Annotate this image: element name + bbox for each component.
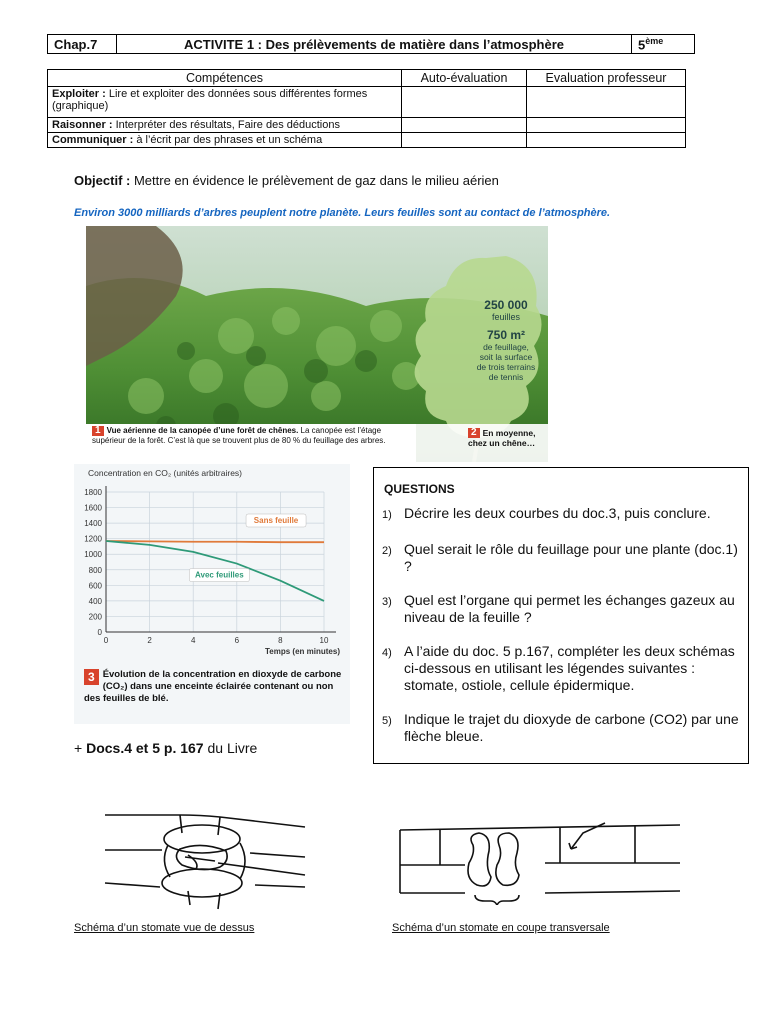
question-item: 5) Indique le trajet du dioxyde de carbone (CO2) par une flèche bleue. (382, 711, 739, 744)
y-tick-label: 800 (88, 565, 102, 575)
questions-title: QUESTIONS (384, 482, 455, 496)
doc1-badge: 1 (92, 426, 104, 436)
competences-header: Compétences (48, 70, 402, 87)
teacher-eval-header: Evaluation professeur (527, 70, 686, 87)
chapter-label: Chap.7 (48, 35, 117, 54)
series-label: Avec feuilles (195, 570, 244, 580)
y-tick-label: 1400 (84, 519, 102, 529)
grade-label: 5ème (632, 35, 695, 54)
competence-row: Communiquer : à l’écrit par des phrases et un schéma (48, 133, 686, 148)
y-tick-label: 1000 (84, 550, 102, 560)
x-tick-label: 0 (103, 636, 109, 645)
doc3-badge: 3 (84, 669, 99, 685)
x-tick-label: 4 (190, 636, 196, 645)
teacher-eval-cell[interactable] (527, 133, 686, 148)
question-item: 4) A l’aide du doc. 5 p.167, compléter les deux schémas ci-dessous en utilisant les légendes suivantes : stomate, ostiole, cellule épidermique. (382, 643, 735, 693)
doc1-caption: 1 Vue aérienne de la canopée d’une forêt de chênes. La canopée est l’étage supérieur de la forêt. C’est là que se trouvent plus de 80 % du feuillage des arbres. (92, 425, 386, 445)
x-axis-label: Temps (en minutes) (265, 647, 340, 656)
x-tick-label: 2 (147, 636, 152, 645)
intro-text: Environ 3000 milliards d’arbres peuplent notre planète. Leurs feuilles sont au contact de l’atmosphère. (74, 207, 611, 219)
y-tick-label: 1800 (84, 488, 102, 497)
competences-table (47, 69, 686, 148)
question-item: 1) Décrire les deux courbes du doc.3, puis conclure. (382, 505, 711, 521)
y-tick-label: 1600 (84, 503, 102, 513)
y-tick-label: 1200 (84, 534, 102, 544)
teacher-eval-cell[interactable] (527, 87, 686, 118)
y-tick-label: 0 (97, 628, 102, 637)
forest-photo (86, 226, 548, 462)
stomate-cross-section-schema (395, 805, 685, 905)
series-label: Sans feuille (253, 516, 299, 525)
series-line (106, 541, 324, 542)
y-tick-label: 600 (88, 581, 102, 591)
doc3-chart-panel (74, 464, 350, 724)
stomate-cross-section-caption: Schéma d’un stomate en coupe transversale (392, 922, 610, 934)
x-tick-label: 8 (278, 636, 283, 645)
teacher-eval-cell[interactable] (527, 118, 686, 133)
stomate-top-view-schema (100, 805, 310, 915)
page-title: ACTIVITE 1 : Des prélèvements de matière dans l’atmosphère (117, 35, 632, 54)
self-eval-cell[interactable] (402, 133, 527, 148)
y-tick-label: 400 (88, 596, 102, 606)
doc2-caption: 2 En moyenne, chez un chêne… (468, 427, 536, 448)
co2-chart (74, 464, 350, 664)
x-tick-label: 10 (319, 636, 329, 645)
competence-row: Exploiter : Lire et exploiter des données sous différentes formes (graphique) (48, 87, 686, 118)
y-axis-label: Concentration en CO₂ (unités arbitraires) (88, 468, 243, 478)
question-item: 2) Quel serait le rôle du feuillage pour une plante (doc.1) ? (382, 541, 738, 574)
doc2-leaf-text: 250 000 feuilles 750 m² de feuillage, soit la surface de trois terrains de tennis (476, 298, 536, 382)
question-item: 3) Quel est l’organe qui permet les échanges gazeux au niveau de la feuille ? (382, 592, 735, 625)
x-tick-label: 6 (234, 636, 240, 645)
stomate-top-view-caption: Schéma d’un stomate vue de dessus (74, 922, 255, 934)
self-eval-cell[interactable] (402, 87, 527, 118)
competence-row: Raisonner : Interpréter des résultats, Faire des déductions (48, 118, 686, 133)
header-table (47, 34, 695, 54)
objective: Objectif : Mettre en évidence le prélèvement de gaz dans le milieu aérien (74, 173, 499, 188)
self-eval-cell[interactable] (402, 118, 527, 133)
doc3-caption: 3 Évolution de la concentration en dioxyde de carbone (CO₂) dans une enceinte éclairée contenant ou non des feuilles de blé. (84, 669, 342, 704)
docs-reference: + Docs.4 et 5 p. 167 du Livre (74, 740, 258, 756)
self-eval-header: Auto-évaluation (402, 70, 527, 87)
questions-box (373, 467, 749, 764)
doc2-badge: 2 (468, 428, 480, 438)
y-tick-label: 200 (88, 612, 102, 622)
